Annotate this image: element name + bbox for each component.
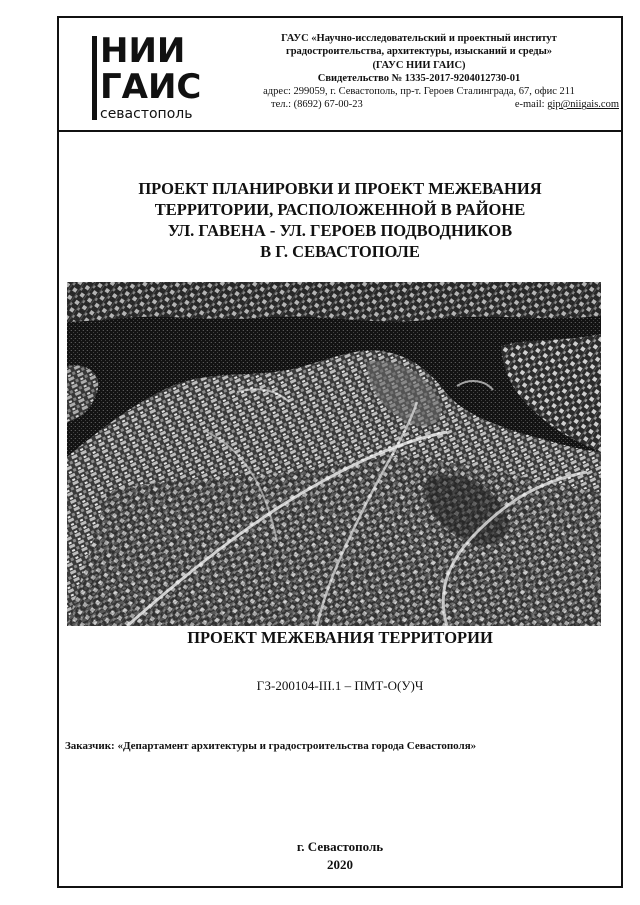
logo-line-1: НИИ — [100, 31, 186, 71]
logo-line-2: ГАИС — [100, 67, 202, 107]
logo-bar — [92, 36, 97, 120]
header — [59, 18, 621, 132]
niigais-logo — [92, 30, 218, 126]
org-name-line-2: градостроительства, архитектуры, изысканий и среды» — [285, 46, 553, 58]
address: адрес: 299059, г. Севастополь, пр-т. Героев Сталинграда, 67, офис 211 — [263, 86, 575, 98]
title-line-3: УЛ. ГАВЕНА - УЛ. ГЕРОЕВ ПОДВОДНИКОВ — [167, 221, 513, 240]
email-label: e-mail: — [514, 99, 545, 111]
document-title — [59, 178, 621, 262]
certificate: Свидетельство № 1335-2017-9204012730-01 — [317, 72, 521, 84]
aerial-photo — [67, 282, 601, 626]
org-name-line-1: ГАУС «Научно-исследовательский и проектный институт — [281, 33, 557, 44]
contacts-row — [219, 98, 619, 111]
title-line-1: ПРОЕКТ ПЛАНИРОВКИ И ПРОЕКТ МЕЖЕВАНИЯ — [138, 179, 542, 198]
year: 2020 — [327, 857, 353, 872]
city: г. Севастополь — [296, 839, 384, 854]
title-line-2: ТЕРРИТОРИИ, РАСПОЛОЖЕННОЙ В РАЙОНЕ — [154, 200, 526, 219]
email-link[interactable]: gip@niigais.com — [547, 99, 619, 111]
title-line-4: В Г. СЕВАСТОПОЛЕ — [260, 242, 420, 261]
email-block — [515, 98, 619, 111]
organization-info — [219, 32, 619, 112]
title-page-frame — [57, 16, 623, 888]
section-title: ПРОЕКТ МЕЖЕВАНИЯ ТЕРРИТОРИИ — [187, 628, 493, 647]
phone: тел.: (8692) 67-00-23 — [271, 99, 363, 111]
document-code: ГЗ-200104-III.1 – ПМТ-О(У)Ч — [256, 678, 424, 693]
footer — [59, 838, 621, 874]
customer: Заказчик: «Департамент архитектуры и градостроительства города Севастополя» — [65, 740, 477, 752]
logo-line-3: севастополь — [100, 106, 193, 122]
org-short-name: (ГАУС НИИ ГАИС) — [372, 59, 466, 71]
